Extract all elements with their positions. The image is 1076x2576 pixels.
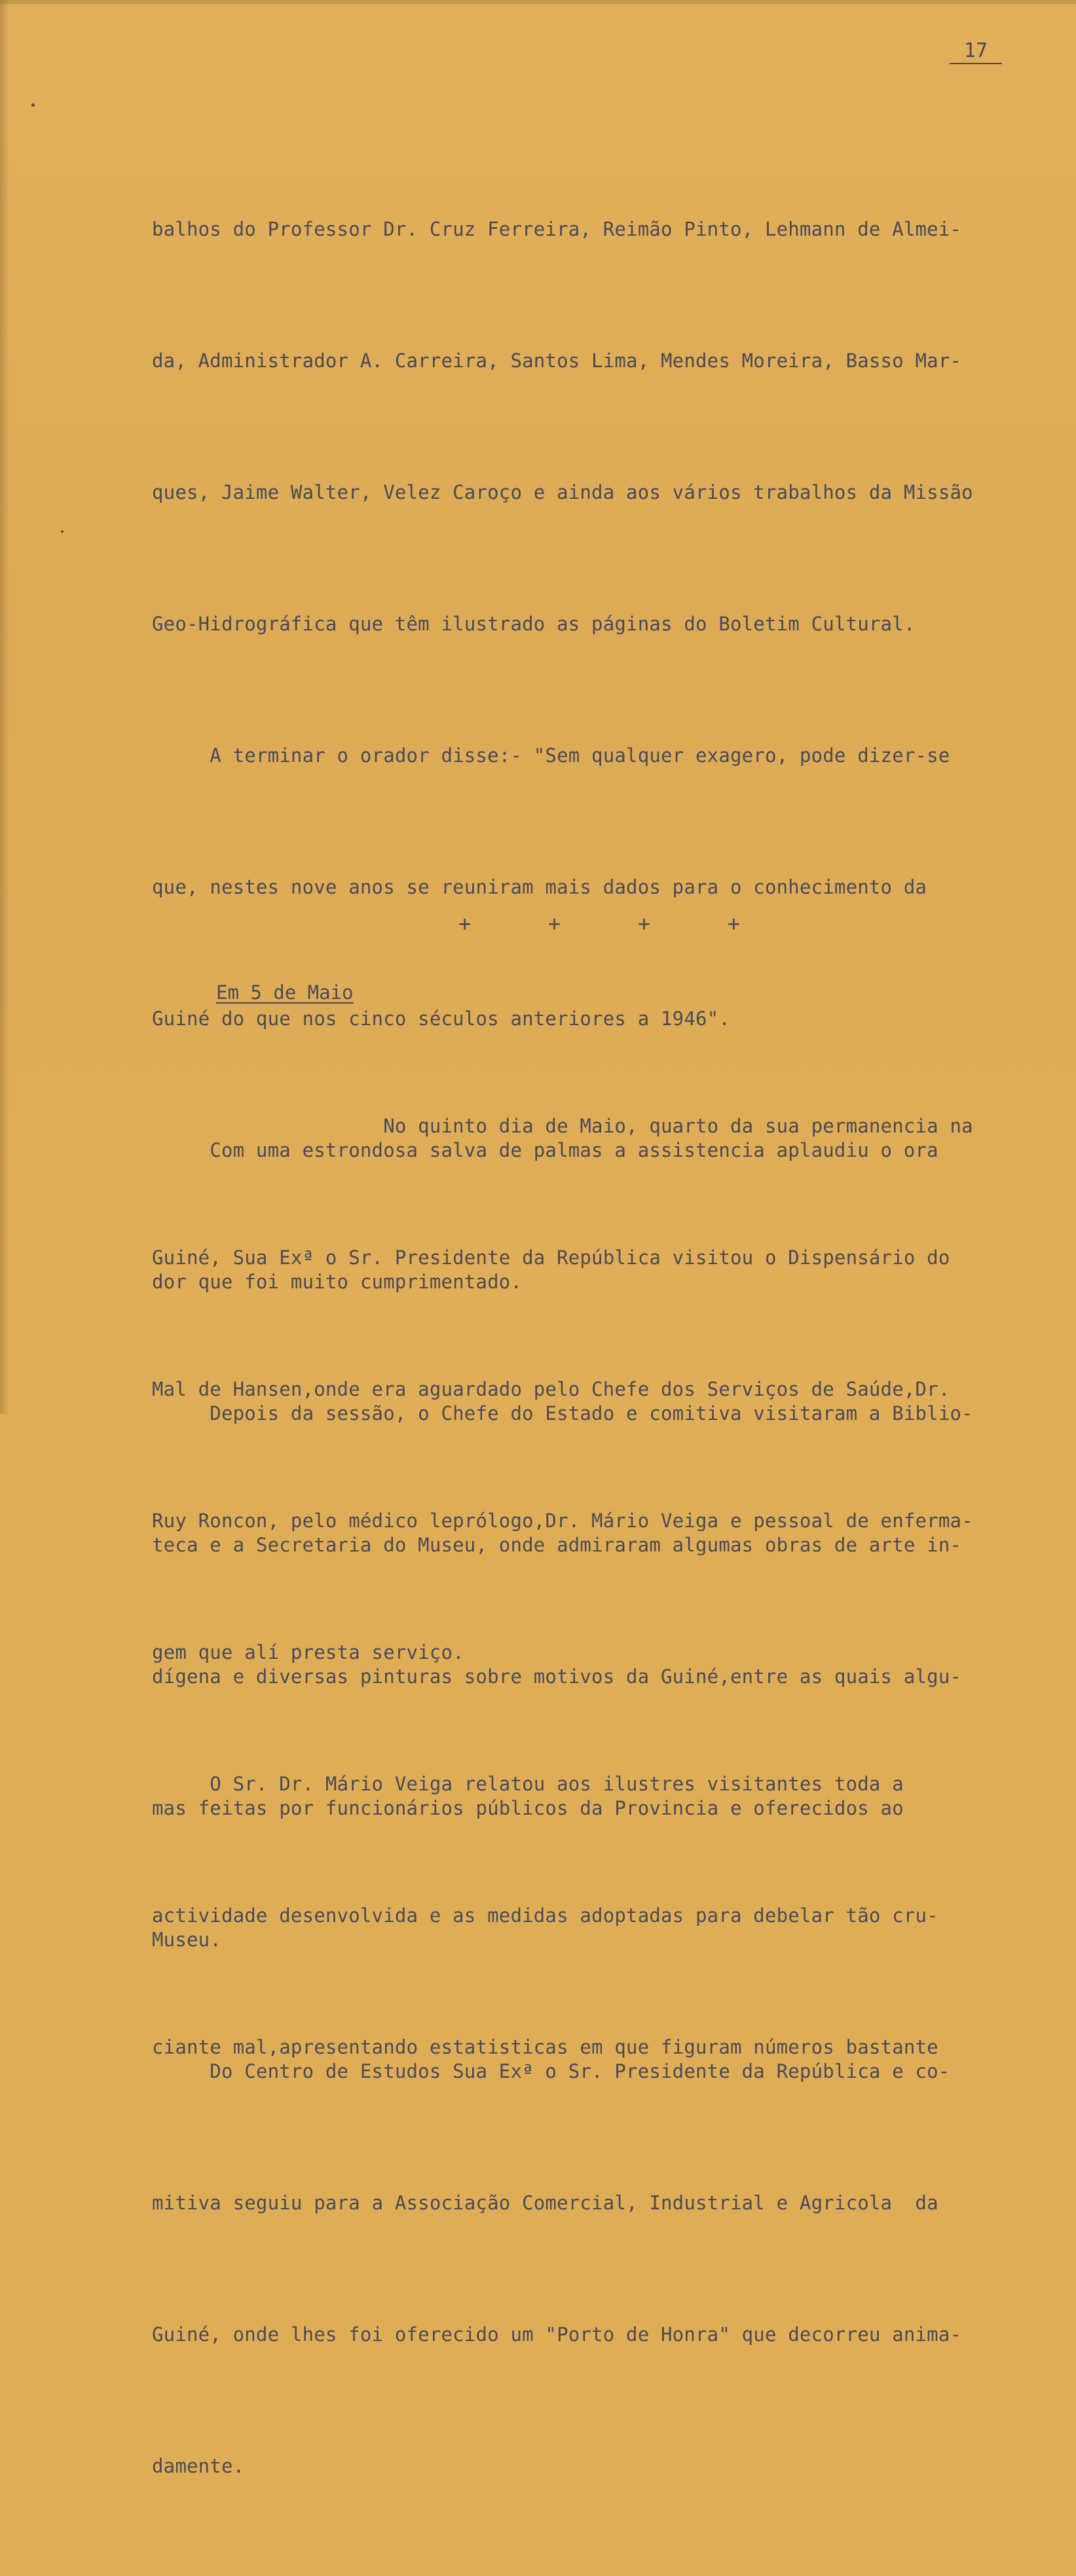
text-line: Guiné, Sua Exª o Sr. Presidente da República visitou o Dispensário do [152, 1246, 950, 1269]
text-line: Guiné do que nos cinco séculos anteriores a 1946". [152, 1007, 730, 1030]
text-line: que, nestes nove anos se reuniram mais dados para o conhecimento da [152, 876, 927, 898]
section-separator [458, 911, 740, 936]
text-line: damente. [152, 2455, 245, 2477]
text-line: Guiné, onde lhes foi oferecido um "Porto de Honra" que decorreu anima- [152, 2323, 962, 2346]
text-line: da, Administrador A. Carreira, Santos Lima, Mendes Moreira, Basso Mar- [152, 350, 962, 372]
text-line: balhos do Professor Dr. Cruz Ferreira, Reimão Pinto, Lehmann de Almei- [152, 218, 962, 240]
section-heading: Em 5 de Maio [216, 981, 354, 1004]
text-line: Com uma estrondosa salva de palmas a assistencia aplaudiu o ora [152, 1139, 938, 1161]
separator-mark: + [727, 911, 740, 936]
text-line: Mal de Hansen,onde era aguardado pelo Chefe dos Serviços de Saúde,Dr. [152, 1378, 950, 1400]
ink-speck [61, 530, 64, 533]
text-line: ques, Jaime Walter, Velez Caroço e ainda aos vários trabalhos da Missão [152, 481, 973, 503]
text-line: mitiva seguiu para a Associação Comercial, Industrial e Agricola da [152, 2192, 938, 2214]
page-shadow-left [0, 0, 9, 1414]
page-shadow-top [0, 0, 1076, 4]
text-line: teca e a Secretaria do Museu, onde admiraram algumas obras de arte in- [152, 1534, 962, 1556]
text-line: mas feitas por funcionários públicos da Provincia e oferecidos ao [152, 1797, 904, 1819]
ink-speck [31, 103, 35, 107]
text-line: Depois da sessão, o Chefe do Estado e comitiva visitaram a Biblio- [152, 1402, 973, 1424]
text-line: dígena e diversas pinturas sobre motivos da Guiné,entre as quais algu- [152, 1665, 962, 1688]
text-line: gem que alí presta serviço. [152, 1641, 464, 1663]
text-line: actividade desenvolvida e as medidas adoptadas para debelar tão cru- [152, 1904, 938, 1927]
text-line: O Sr. Dr. Mário Veiga relatou aos ilustres visitantes toda a [152, 1773, 904, 1795]
text-line: Do Centro de Estudos Sua Exª o Sr. Presidente da República e co- [152, 2060, 950, 2082]
separator-mark: + [458, 911, 472, 936]
text-line: Museu. [152, 1929, 221, 1951]
separator-mark: + [547, 911, 561, 936]
text-line: dor que foi muito cumprimentado. [152, 1271, 523, 1293]
separator-mark: + [637, 911, 651, 936]
page-number: 17 [950, 39, 1002, 64]
text-line: Geo-Hidrográfica que têm ilustrado as páginas do Boletim Cultural. [152, 613, 916, 635]
text-line: A terminar o orador disse:- "Sem qualquer exagero, pode dizer-se [152, 744, 950, 767]
typed-block-2 [152, 1017, 973, 2157]
text-line: No quinto dia de Maio, quarto da sua permanencia na [152, 1115, 973, 1137]
text-line: ciante mal,apresentando estatisticas em que figuram números bastante [152, 2036, 938, 2058]
text-line: Ruy Roncon, pelo médico leprólogo,Dr. Mário Veiga e pessoal de enferma- [152, 1510, 973, 1532]
